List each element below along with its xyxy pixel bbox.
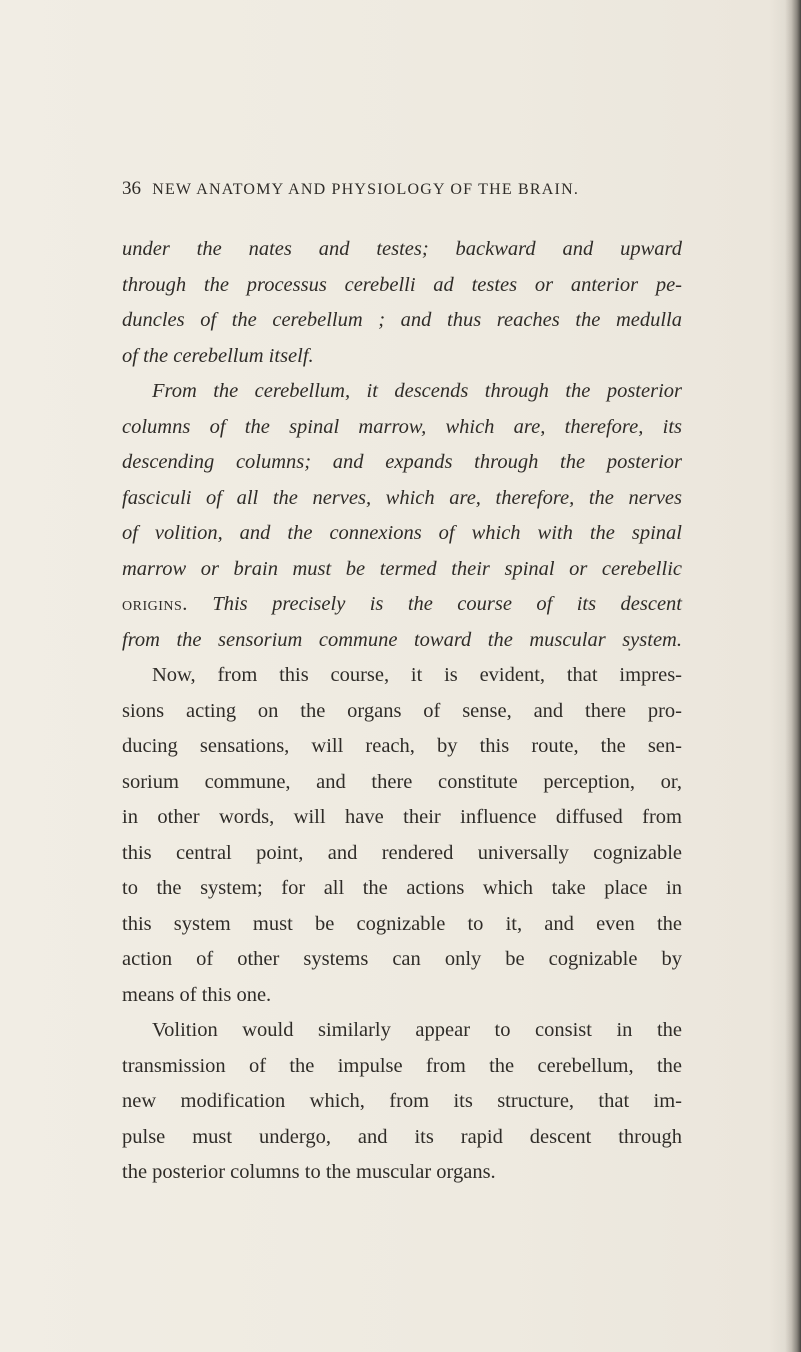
text-line: this system must be cognizable to it, and even the [122, 912, 682, 935]
text-line: to the system; for all the actions which take place in [122, 877, 682, 899]
text-line: columns of the spinal marrow, which are, therefore, its [122, 415, 682, 438]
text-line: this central point, and rendered universally cognizable [122, 841, 682, 864]
text-line: from the sensorium commune toward the muscular system. [122, 628, 682, 651]
text-line: under the nates and testes; backward and upward [122, 238, 682, 260]
text-line: From the cerebellum, it descends through the posterior [152, 380, 682, 402]
text-line: new modification which, from its structure, that im- [122, 1090, 682, 1112]
page-edge-shadow [785, 0, 801, 1352]
text-line: action of other systems can only be cognizable by [122, 948, 682, 970]
running-header [122, 178, 682, 200]
text-line: means of this one. [122, 983, 272, 1006]
text-line: of the cerebellum itself. [122, 344, 314, 367]
text-line: duncles of the cerebellum ; and thus reaches the medulla [122, 309, 682, 331]
text-fragment: This precisely is the course of its descent [212, 593, 682, 615]
text-line: marrow or brain must be termed their spinal or cerebellic [122, 557, 682, 580]
text-line: sions acting on the organs of sense, and there pro- [122, 699, 682, 722]
text-line: the posterior columns to the muscular organs. [122, 1161, 496, 1183]
running-title: NEW ANATOMY AND PHYSIOLOGY OF THE BRAIN. [152, 181, 580, 198]
text-line: Volition would similarly appear to consist in the [152, 1019, 682, 1041]
text-line: sorium commune, and there constitute perception, or, [122, 770, 682, 793]
text-line [122, 587, 682, 623]
origins-word: origins. [122, 593, 188, 615]
text-line: in other words, will have their influence diffused from [122, 806, 682, 828]
text-line: pulse must undergo, and its rapid descent through [122, 1125, 682, 1148]
text-line: fasciculi of all the nerves, which are, therefore, the nerves [122, 486, 682, 509]
text-line: ducing sensations, will reach, by this route, the sen- [122, 735, 682, 757]
text-line: Now, from this course, it is evident, that impres- [152, 664, 682, 686]
text-line: descending columns; and expands through the posterior [122, 451, 682, 473]
page-number: 36 [122, 178, 141, 199]
text-line: of volition, and the connexions of which with the spinal [122, 522, 682, 544]
text-line: through the processus cerebelli ad testes or anterior pe- [122, 273, 682, 296]
text-line: transmission of the impulse from the cerebellum, the [122, 1054, 682, 1077]
body-text [122, 232, 682, 1191]
